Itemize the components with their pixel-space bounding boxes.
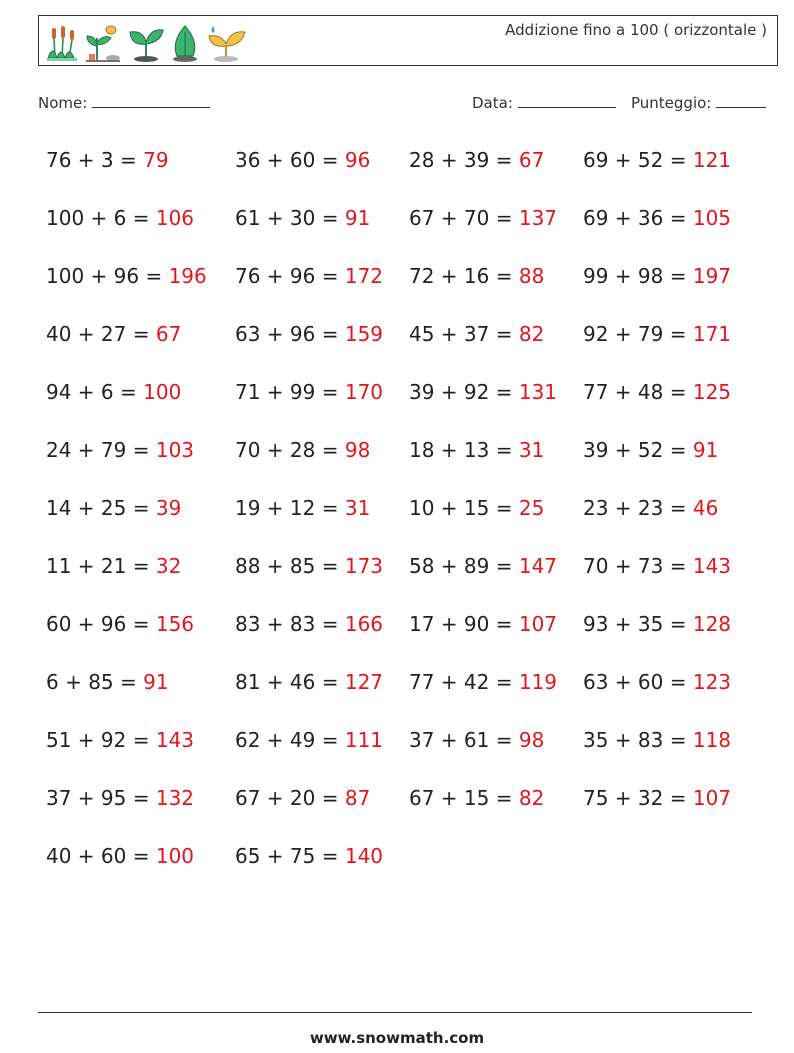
problem-item bbox=[235, 380, 383, 404]
problem-item bbox=[235, 612, 383, 636]
problem-question: 19 + 12 = bbox=[235, 496, 345, 520]
problem-item bbox=[235, 670, 383, 694]
problem-item bbox=[46, 786, 194, 810]
problem-answer: 196 bbox=[168, 264, 207, 288]
problem-answer: 107 bbox=[518, 612, 558, 636]
problem-answer: 100 bbox=[143, 380, 182, 404]
problem-item bbox=[46, 264, 207, 288]
problem-question: 60 + 96 = bbox=[46, 612, 156, 636]
problem-question: 39 + 92 = bbox=[409, 380, 519, 404]
name-label: Nome: bbox=[38, 94, 88, 112]
problem-item bbox=[46, 380, 181, 404]
problem-question: 37 + 61 = bbox=[409, 728, 519, 752]
problem-question: 58 + 89 = bbox=[409, 554, 519, 578]
problem-answer: 140 bbox=[344, 844, 384, 868]
problem-item bbox=[583, 380, 731, 404]
date-label: Data: bbox=[472, 94, 513, 112]
problem-answer: 82 bbox=[518, 322, 545, 346]
problem-answer: 166 bbox=[344, 612, 384, 636]
problem-item bbox=[583, 554, 731, 578]
problem-item bbox=[46, 728, 194, 752]
problem-item bbox=[46, 322, 181, 346]
problem-item bbox=[235, 554, 383, 578]
problem-answer: 123 bbox=[692, 670, 732, 694]
problem-answer: 171 bbox=[692, 322, 732, 346]
problem-answer: 121 bbox=[692, 148, 732, 172]
problem-item bbox=[409, 380, 557, 404]
problem-item bbox=[409, 786, 544, 810]
problem-answer: 32 bbox=[155, 554, 182, 578]
problem-answer: 197 bbox=[692, 264, 732, 288]
problem-answer: 159 bbox=[344, 322, 384, 346]
problem-answer: 67 bbox=[155, 322, 182, 346]
problem-answer: 128 bbox=[692, 612, 732, 636]
problem-item bbox=[583, 670, 731, 694]
problem-question: 76 + 96 = bbox=[235, 264, 345, 288]
problem-question: 69 + 52 = bbox=[583, 148, 693, 172]
problem-question: 93 + 35 = bbox=[583, 612, 693, 636]
name-blank[interactable] bbox=[92, 93, 210, 108]
problem-item bbox=[235, 438, 370, 462]
problem-answer: 127 bbox=[344, 670, 384, 694]
problem-item bbox=[235, 728, 383, 752]
problem-answer: 119 bbox=[518, 670, 558, 694]
problem-item bbox=[583, 206, 731, 230]
problem-question: 36 + 60 = bbox=[235, 148, 345, 172]
problem-answer: 98 bbox=[518, 728, 545, 752]
problem-question: 11 + 21 = bbox=[46, 554, 156, 578]
problem-item bbox=[583, 438, 718, 462]
problem-answer: 137 bbox=[518, 206, 558, 230]
seedling-icon bbox=[127, 24, 165, 62]
problem-item bbox=[235, 264, 383, 288]
problem-question: 94 + 6 = bbox=[46, 380, 144, 404]
problem-item bbox=[583, 612, 731, 636]
problem-question: 63 + 96 = bbox=[235, 322, 345, 346]
problem-question: 92 + 79 = bbox=[583, 322, 693, 346]
problem-answer: 103 bbox=[155, 438, 195, 462]
problem-answer: 98 bbox=[344, 438, 371, 462]
problem-item bbox=[409, 670, 557, 694]
problem-answer: 91 bbox=[344, 206, 371, 230]
problem-answer: 170 bbox=[344, 380, 384, 404]
problem-answer: 31 bbox=[344, 496, 371, 520]
problem-item bbox=[46, 554, 181, 578]
problem-question: 18 + 13 = bbox=[409, 438, 519, 462]
problem-item bbox=[235, 206, 370, 230]
problem-answer: 91 bbox=[692, 438, 719, 462]
problem-item bbox=[46, 496, 181, 520]
problem-question: 67 + 20 = bbox=[235, 786, 345, 810]
problem-question: 67 + 70 = bbox=[409, 206, 519, 230]
problem-item bbox=[46, 438, 194, 462]
problem-question: 40 + 60 = bbox=[46, 844, 156, 868]
problem-answer: 96 bbox=[344, 148, 371, 172]
footer-divider bbox=[38, 1012, 752, 1013]
problem-question: 14 + 25 = bbox=[46, 496, 156, 520]
score-label: Punteggio: bbox=[631, 94, 712, 112]
problem-item bbox=[409, 554, 557, 578]
problem-item bbox=[409, 206, 557, 230]
problem-question: 45 + 37 = bbox=[409, 322, 519, 346]
problem-answer: 106 bbox=[155, 206, 195, 230]
problem-item bbox=[409, 264, 544, 288]
problem-item bbox=[583, 496, 718, 520]
problem-answer: 88 bbox=[518, 264, 545, 288]
score-field bbox=[631, 93, 766, 112]
problem-question: 67 + 15 = bbox=[409, 786, 519, 810]
problem-item bbox=[409, 322, 544, 346]
problem-answer: 143 bbox=[155, 728, 195, 752]
problem-item bbox=[583, 148, 731, 172]
problem-answer: 172 bbox=[344, 264, 384, 288]
problem-question: 76 + 3 = bbox=[46, 148, 144, 172]
watering-plant-icon bbox=[83, 24, 123, 62]
problem-item bbox=[583, 786, 731, 810]
problem-question: 51 + 92 = bbox=[46, 728, 156, 752]
problem-answer: 46 bbox=[692, 496, 719, 520]
leaf-icon bbox=[169, 24, 201, 62]
problem-item bbox=[46, 612, 194, 636]
problem-answer: 79 bbox=[143, 148, 169, 172]
problem-answer: 111 bbox=[344, 728, 384, 752]
problem-answer: 39 bbox=[155, 496, 182, 520]
problem-item bbox=[235, 148, 370, 172]
problem-answer: 100 bbox=[155, 844, 195, 868]
problem-item bbox=[46, 844, 194, 868]
problem-question: 71 + 99 = bbox=[235, 380, 345, 404]
problem-item bbox=[409, 148, 544, 172]
problem-item bbox=[235, 786, 370, 810]
problem-question: 63 + 60 = bbox=[583, 670, 693, 694]
problem-question: 24 + 79 = bbox=[46, 438, 156, 462]
problem-answer: 173 bbox=[344, 554, 384, 578]
header-icons bbox=[45, 20, 247, 62]
problem-answer: 147 bbox=[518, 554, 558, 578]
problem-question: 40 + 27 = bbox=[46, 322, 156, 346]
problem-item bbox=[583, 322, 731, 346]
problem-answer: 143 bbox=[692, 554, 732, 578]
problem-answer: 31 bbox=[518, 438, 545, 462]
problem-item bbox=[235, 322, 383, 346]
date-blank[interactable] bbox=[518, 93, 616, 108]
problem-question: 39 + 52 = bbox=[583, 438, 693, 462]
problem-question: 77 + 48 = bbox=[583, 380, 693, 404]
problem-item bbox=[235, 496, 370, 520]
problem-question: 65 + 75 = bbox=[235, 844, 345, 868]
worksheet-title: Addizione fino a 100 ( orizzontale ) bbox=[505, 21, 767, 39]
problem-item bbox=[46, 670, 169, 694]
problem-question: 77 + 42 = bbox=[409, 670, 519, 694]
problem-question: 62 + 49 = bbox=[235, 728, 345, 752]
problem-answer: 132 bbox=[155, 786, 195, 810]
problem-question: 17 + 90 = bbox=[409, 612, 519, 636]
problem-question: 10 + 15 = bbox=[409, 496, 519, 520]
problem-question: 88 + 85 = bbox=[235, 554, 345, 578]
problem-item bbox=[583, 264, 731, 288]
problem-item bbox=[46, 206, 194, 230]
problem-item bbox=[235, 844, 383, 868]
problem-item bbox=[46, 148, 169, 172]
problem-question: 72 + 16 = bbox=[409, 264, 519, 288]
problem-question: 35 + 83 = bbox=[583, 728, 693, 752]
problem-answer: 131 bbox=[518, 380, 558, 404]
problem-question: 69 + 36 = bbox=[583, 206, 693, 230]
problem-item bbox=[409, 612, 557, 636]
problem-answer: 118 bbox=[692, 728, 732, 752]
problem-question: 83 + 83 = bbox=[235, 612, 345, 636]
problem-question: 37 + 95 = bbox=[46, 786, 156, 810]
sprout-water-drop-icon bbox=[205, 24, 247, 62]
problem-answer: 67 bbox=[518, 148, 545, 172]
problem-answer: 87 bbox=[344, 786, 371, 810]
problem-question: 81 + 46 = bbox=[235, 670, 345, 694]
name-field bbox=[38, 93, 210, 112]
problem-question: 100 + 6 = bbox=[46, 206, 156, 230]
worksheet-header bbox=[38, 15, 778, 66]
problem-answer: 105 bbox=[692, 206, 732, 230]
footer-site: www.snowmath.com bbox=[309, 1029, 485, 1047]
problem-answer: 125 bbox=[692, 380, 732, 404]
problem-question: 23 + 23 = bbox=[583, 496, 693, 520]
problem-question: 75 + 32 = bbox=[583, 786, 693, 810]
problem-question: 61 + 30 = bbox=[235, 206, 345, 230]
problem-answer: 107 bbox=[692, 786, 732, 810]
date-field bbox=[472, 93, 616, 112]
problem-answer: 82 bbox=[518, 786, 545, 810]
score-blank[interactable] bbox=[716, 93, 766, 108]
problem-question: 28 + 39 = bbox=[409, 148, 519, 172]
problem-item bbox=[409, 438, 544, 462]
problem-answer: 25 bbox=[518, 496, 545, 520]
problem-item bbox=[583, 728, 731, 752]
cattail-plant-icon bbox=[45, 24, 79, 62]
problem-item bbox=[409, 496, 544, 520]
problem-question: 99 + 98 = bbox=[583, 264, 693, 288]
problem-question: 100 + 96 = bbox=[46, 264, 169, 288]
problem-answer: 156 bbox=[155, 612, 195, 636]
problem-item bbox=[409, 728, 544, 752]
problem-question: 6 + 85 = bbox=[46, 670, 144, 694]
problem-question: 70 + 28 = bbox=[235, 438, 345, 462]
problem-answer: 91 bbox=[143, 670, 169, 694]
problem-question: 70 + 73 = bbox=[583, 554, 693, 578]
